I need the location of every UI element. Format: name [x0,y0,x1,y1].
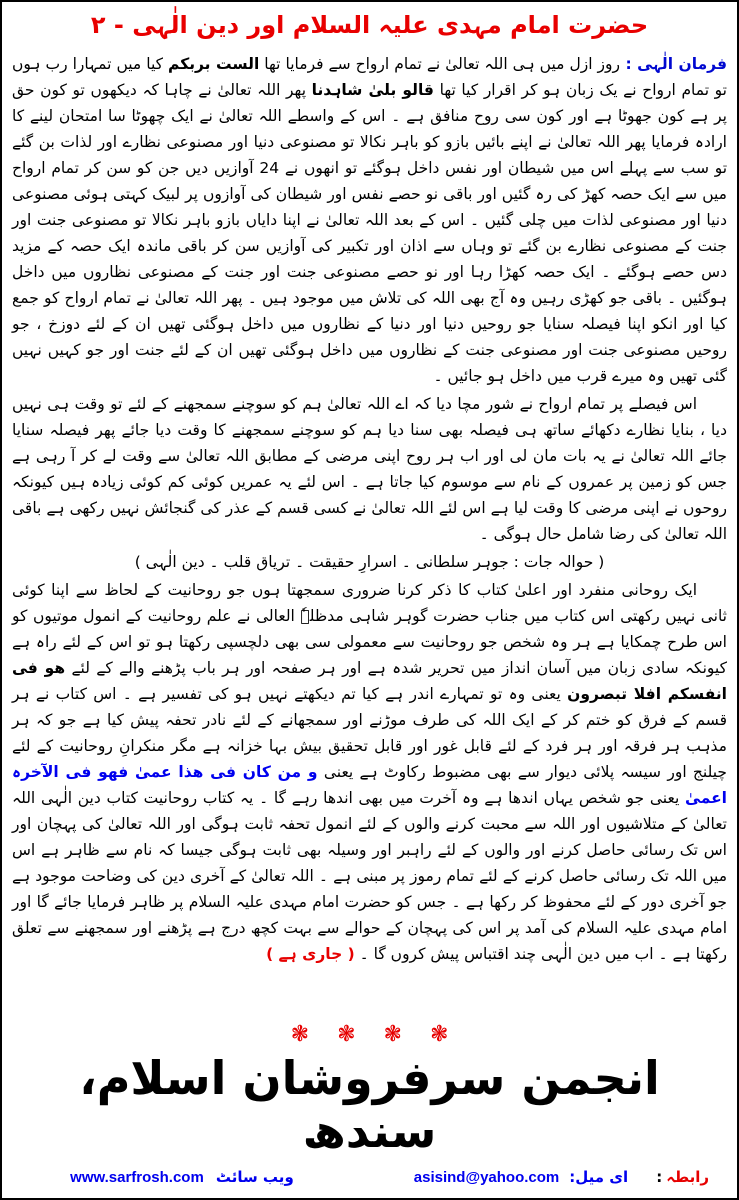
flower-icon: ❃ [383,1022,402,1048]
email-label: ای میل: [569,1168,629,1186]
text-run: کیا میں تمہارا رب ہوں تو تمام ارواح نے یک زبان ہو کر اقرار کیا تھا [12,55,727,100]
text-run: فرمان الٰہی : [620,55,727,74]
flower-icon: ❃ [429,1022,449,1048]
contact-colon: : [656,1168,663,1186]
text-run: ایک روحانی منفرد اور اعلیٰ کتاب کا ذکر کرنا ضروری سمجھتا ہوں جو روحانیت کے لحاظ سے اپنا کوئی ثانی نہیں رکھتی اس کتاب میں جناب حضرت گوہر شاہی مدظلہٗ العالی نے علم روحانیت کے انمول موتیوں کو اس طرح چمکایا ہے ہر وہ شخص جو روحانیت سے معمولی سی بھی دلچسپی رکھتا ہو تو اس کے لئے راہ ہے کیونکہ سادی زبان میں آسان انداز میں تحریر شدہ ہے اور ہر صفحہ اور ہر باب پڑھنے والے کے لئے [12,581,727,678]
text-run: یعنی وہ تو تمہارے اندر ہے کیا تم دیکھتے نہیں ہو کی تفسیر ہے ۔ اس کتاب نے ہر قسم کے فرق کو ختم کر کے ایک اللہ کی طرف موڑنے اور سمجھانے کے لئے نادر تحفہ پیش کیا ہے جو کہ ہر مذہب ہر فرقہ اور ہر فرد کے لئے قابل غور اور قابل تحقیق بیش بہا خزانہ ہے مگر منکرانِ روحانیت کے لئے چیلنج اور سیسہ پلائی دیوار سے بھی مضبوط رکاوٹ ہے یعنی [12,685,727,782]
text-run: پھر اللہ تعالیٰ نے چاہا کہ دیکھوں تو کون حق پر ہے کون جھوٹا ہے اور کون سی روح منافق ہے ۔ اس کے واسطے اللہ تعالیٰ نے ایک چھوٹا سا امتحان لینے کا ارادہ فرمایا پھر اللہ تعالیٰ نے اپنے بائیں بازو کو باہر نکالا تو مصنوعی دنیا اور مصنوعی نظارے اور لذات بن گئے تو سب سے پہلے اس میں شیطان اور نفس داخل ہوگئے تو انھوں نے 24 آوازیں دیں جن کو سن کر تمام ارواح میں سے ایک حصہ کھڑ کی رہ گئیں اور باقی نو حصے نفس اور شیطان کی آوازوں پر لبیک کہتی ہوئی مصنوعی دنیا اور مصنوعی لذات میں چلی گئیں ۔ اس کے بعد اللہ تعالیٰ نے اپنا دایاں بازو باہر نکالا تو مصنوعی جنت اور جنت کے مصنوعی نظارے بن گئے تو وہاں سے اذان اور تکبیر کی آوازیں سن کر باقی ماندہ ایک حصہ کے مزید دس حصے ہوگئے ۔ ایک حصہ کھڑا رہا اور نو حصے مصنوعی جنت اور جنت کے مصنوعی نظاروں میں داخل ہوگئیں ۔ باقی جو کھڑی رہیں وہ آج بھی اللہ کی تلاش میں موجود ہیں ۔ پھر اللہ تعالیٰ نے تمام ارواح کو جمع کیا اور انکو اپنا فیصلہ سنایا جو روحیں دنیا اور دنیا کے نظاروں میں داخل ہوگئی تھیں ان کے لئے دوزخ ، جو روحیں مصنوعی جنت اور مصنوعی جنت کے نظاروں میں داخل ہوگئی تھیں ان کے لئے جنت اور جو کہیں نہیں گئی تھیں وہ میرے قرب میں داخل ہو جائیں ۔ [12,81,728,386]
body-paragraph [12,51,727,389]
body-paragraphs [12,51,727,969]
text-run: ھو فی انفسکم افلا تبصرون [12,659,727,704]
page-title: حضرت امام مہدی علیہ السلام اور دین الٰہی - ۲ [90,11,649,39]
email-link[interactable]: asisind@yahoo.com [413,1168,560,1186]
text-run: قالو بلیٰ شاہدنا [311,81,434,100]
text-run: روز ازل میں ہی اللہ تعالیٰ نے تمام ارواح سے فرمایا تھا [259,55,620,74]
text-run: اس فیصلے پر تمام ارواح نے شور مچا دیا کہ اے اللہ تعالیٰ ہم کو سوچنے سمجھنے کے لئے تو وقت ہی نہیں دیا ، بنایا نظارے دکھائے ساتھ ہی فیصلہ بھی سنا دیا ہم کو سوچنے سمجھنے کا وقت دیا جائے پھر فیصلہ سنایا جائے اللہ تعالیٰ نے یہ بات مان لی اور اب ہر روح اپنی مرضی کے مطابق اللہ تعالیٰ سے وقت لے کر آ رہی ہے جس کو زمین پر عمروں کے نام سے موسوم کیا جاتا ہے ۔ اس لئے یہ عمریں کوئی کم کوئی زیادہ ہیں کیونکہ روحوں نے اپنی مرضی کا وقت لیا ہے اس لئے اللہ تعالیٰ نے کسی قسم کے عذر کی گنجائش نہیں رکھی ہے باقی اللہ تعالیٰ کی رضا شامل حال ہوگی ۔ [12,395,727,544]
body-paragraph [12,549,727,575]
body-paragraph [12,577,727,967]
flower-icon: ❃ [337,1022,356,1048]
ornament-row [12,1020,727,1050]
organization-name: انجمن سرفروشان اسلام، سندھ [79,1051,660,1159]
website-label: ویب سائٹ [215,1168,294,1186]
flower-icon: ❃ [290,1022,310,1048]
text-run: یعنی جو شخص یہاں اندھا ہے وہ آخرت میں بھی اندھا رہے گا ۔ یہ کتاب روحانیت کتاب دین الٰہی اللہ تعالیٰ کے متلاشیوں اور اللہ سے محبت کرنے والوں کے لئے انمول تحفہ ثابت ہوگی اور اللہ تعالیٰ کی پہچان اور اس تک رسائی حاصل کرنے اور والوں کے لئے راہبر اور وسیلہ بھی ثابت ہوگی جیسا کہ نام سے ظاہر ہے اس میں اللہ تک رسائی حاصل کرنے کے لئے تمام رموز پر مبنی ہے ۔ اللہ تعالیٰ کے آخری دین کی وضاحت موجود ہے جو آخری دور کے لئے محفوظ کر رکھا ہے ۔ جس کو حضرت امام مہدی علیہ السلام پر ظاہر فرمایا جائے گا اور امام مہدی علیہ السلام کی آمد پر اس کی پہچان کے حوالے سے بہت کچھ درج ہے پڑھنے اور سمجھنے سے تعلق رکھتا ہے ۔ اب میں دین الٰہی چند اقتباس پیش کروں گا ۔ [12,789,727,964]
text-run: و من کان فی ھذا عمیٰ فھو فی الآخرہ اعمیٰ [12,763,727,808]
contact-bar [12,1168,727,1190]
text-run: ( جاری ہے ) [266,945,355,964]
contact-label: رابطہ [666,1168,709,1186]
body-paragraph [12,391,727,547]
website-link[interactable]: www.sarfrosh.com [70,1168,204,1186]
text-run: الست بربکم [168,55,260,74]
text-run: ( حوالہ جات : جوہر سلطانی ۔ اسرارِ حقیقت ۔ تریاق قلب ۔ دین الٰہی ) [134,553,605,572]
